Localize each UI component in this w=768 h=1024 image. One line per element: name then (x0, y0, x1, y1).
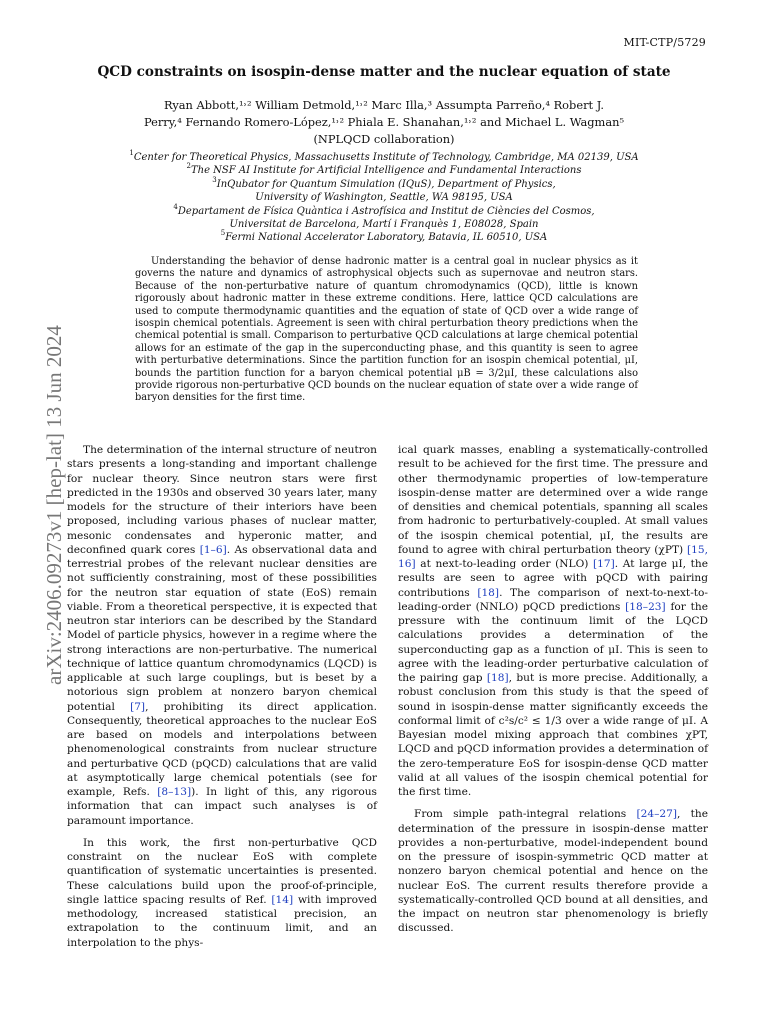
affiliation-text: Center for Theoretical Physics, Massachusetts Institute of Technology, Cambridge, MA 02139, USA (133, 152, 639, 163)
citation-link[interactable]: [18] (477, 586, 500, 599)
body-paragraph (398, 443, 708, 799)
affiliation-text: Fermi National Accelerator Laboratory, Batavia, IL 60510, USA (225, 232, 548, 244)
body-paragraph (398, 807, 708, 935)
affiliation-mark: 4 (173, 202, 178, 211)
paper-title: QCD constraints on isospin-dense matter and the nuclear equation of state (97, 64, 671, 80)
affiliation-line (90, 151, 678, 164)
body-paragraph (67, 443, 377, 828)
body-text: The determination of the internal structure of neutron stars presents a long-standing and important challenge for nuclear theory. Since neutron stars were first predicted in the 1930s and observed 30 years later, many models for the structure of their interiors have been proposed, including various phases of nuclear matter, mesonic condensates and hyperonic matter, and deconfined quark cores (67, 444, 377, 556)
body-text: . The comparison of next-to-next-to-leading-order (NNLO) pQCD predictions (398, 586, 708, 613)
affiliation-line (90, 231, 678, 244)
arxiv-side-stamp (14, 285, 66, 685)
citation-link[interactable]: [1–6] (199, 543, 227, 556)
citation-link[interactable]: [24–27] (636, 808, 678, 821)
affiliation-mark: 2 (186, 162, 191, 171)
abstract: Understanding the behavior of dense hadronic matter is a central goal in nuclear physics as it governs the nature and dynamics of astrophysical objects such as supernovae and neutron stars. Because of the non-perturbative nature of quantum chromodynamics (QCD), little is known rigorously about hadronic matter in these extreme conditions. Here, lattice QCD calculations are used to compute thermodynamic quantities and the equation of state of QCD over a wide range of isospin chemical potentials. Agreement is seen with chiral perturbation theory predictions when the chemical potential is small. Comparison to perturbative QCD calculations at large chemical potential allows for an estimate of the gap in the superconducting phase, and this quantity is seen to agree with perturbative determinations. Since the partition function for an isospin chemical potential, μI, bounds the partition function for a baryon chemical potential μB = 3/2μI, these calculations also provide rigorous non-perturbative QCD bounds on the nuclear equation of state over a wide range of baryon densities for the first time. (135, 256, 638, 404)
body-paragraph (67, 836, 377, 950)
collaboration-name: (NPLQCD collaboration) (313, 132, 455, 146)
affiliation-text: Universitat de Barcelona, Martí i Franquès 1, E08028, Spain (229, 219, 539, 231)
body-text: , but is more precise. Additionally, a robust conclusion from this study is that the speed of sound in isospin-dense matter significantly exceeds the conformal limit of c²s/c² ≤ 1/3 over a wide range of μI. A Bayesian model mixing approach that combines χPT, LQCD and pQCD information provides a determination of the zero-temperature EoS for isospin-dense QCD matter valid at all values of the isospin chemical potential for the first time. (398, 672, 708, 798)
affiliation-line (90, 191, 678, 204)
affiliation-line (90, 175, 678, 191)
body-text: From simple path-integral relations (414, 808, 637, 821)
affiliation-text: Departament de Física Quàntica i Astrofísica and Institut de Ciències del Cosmos, (177, 205, 595, 217)
body-text: . At large μI, the results are seen to agree with pQCD with pairing contributions (398, 558, 708, 599)
body-text: ). In light of this, any rigorous information that can impact such analyses is of paramount importance. (67, 786, 377, 827)
affiliation-mark: 1 (129, 149, 134, 157)
author-line-1: Ryan Abbott,¹˒² William Detmold,¹˒² Marc Illa,³ Assumpta Parreño,⁴ Robert J. (163, 98, 605, 112)
citation-link[interactable]: [17] (593, 558, 615, 570)
affiliation-text: The NSF AI Institute for Artificial Intelligence and Fundamental Interactions (190, 165, 582, 177)
body-column-right (398, 443, 708, 944)
body-text: , the determination of the pressure in isospin-dense matter provides a non-perturbative, model-independent bound on the pressure of isospin-symmetric QCD matter at nonzero baryon chemical potential and hence on the nuclear EoS. The current results therefore provide a systematically-controlled QCD bound at all densities, and the impact on neutron star phenomenology is briefly discussed. (398, 808, 708, 935)
citation-link[interactable]: [15, 16] (398, 543, 708, 570)
affiliation-line (90, 164, 678, 177)
body-text: at next-to-leading order (NLO) (415, 558, 594, 570)
body-text: ical quark masses, enabling a systematically-controlled result to be achieved for the first time. The pressure and other thermodynamic properties of low-temperature isospin-dense matter are determined over a wide range of densities and chemical potentials, spanning all scales from hadronic to perturbatively-coupled. At small values of the isospin chemical potential, μI, the results are found to agree with chiral perturbation theory (χPT) (398, 444, 708, 556)
citation-link[interactable]: [18–23] (625, 600, 666, 613)
affiliation-line (90, 218, 678, 231)
body-text: In this work, the first non-perturbative QCD constraint on the nuclear EoS with complete quantification of systematic uncertainties is presented. These calculations build upon the proof-of-principle, single lattice spacing results of Ref. (67, 836, 377, 906)
author-line-2: Perry,⁴ Fernando Romero-López,¹˒² Phiala E. Shanahan,¹˒² and Michael L. Wagman⁵ (143, 115, 625, 129)
affiliation-text: InQubator for Quantum Simulation (IQuS), Department of Physics, (216, 178, 556, 190)
affiliation-mark: 3 (212, 175, 217, 184)
body-text: for the pressure with the continuum limit of the LQCD calculations provides a determination of the superconducting gap as a function of μI. This is seen to agree with the leading-order perturbative calculation of the pairing gap (398, 600, 708, 684)
affiliation-mark: 5 (220, 229, 226, 238)
body-text: . As observational data and terrestrial probes of the relevant nuclear densities are not sufficiently constraining, most of these possibilities for the neutron star equation of state (EoS) remain viable. From a theoretical perspective, it is expected that neutron star interiors can be described by the Standard Model of particle physics, however in a regime where the strong interactions are non-perturbative. The numerical technique of lattice quantum chromodynamics (LQCD) is applicable at such large couplings, but is beset by a notorious sign problem at nonzero baryon chemical potential (67, 543, 377, 713)
author-list (120, 97, 648, 148)
body-text: with improved methodology, increased statistical precision, an extrapolation to the continuum limit, and an interpolation to the phys- (67, 893, 377, 949)
affiliation-line (90, 202, 678, 218)
affiliation-text: University of Washington, Seattle, WA 98195, USA (255, 192, 513, 204)
affiliation-list (90, 151, 678, 245)
report-number: MIT-CTP/5729 (623, 36, 706, 49)
citation-link[interactable]: [7] (130, 700, 146, 713)
body-text: , prohibiting its direct application. Consequently, theoretical approaches to the nuclear EoS are based on models and interpolations between phenomenological constraints from nuclear structure and perturbative QCD (pQCD) calculations that are valid at asymptotically large chemical potentials (see for example, Refs. (67, 700, 377, 798)
citation-link[interactable]: [18] (486, 672, 509, 684)
body-column-left (67, 443, 377, 958)
citation-link[interactable]: [14] (271, 893, 294, 906)
citation-link[interactable]: [8–13] (157, 786, 192, 798)
arxiv-identifier[interactable]: arXiv:2406.09273v1 [hep-lat] 13 Jun 2024 (42, 325, 66, 685)
